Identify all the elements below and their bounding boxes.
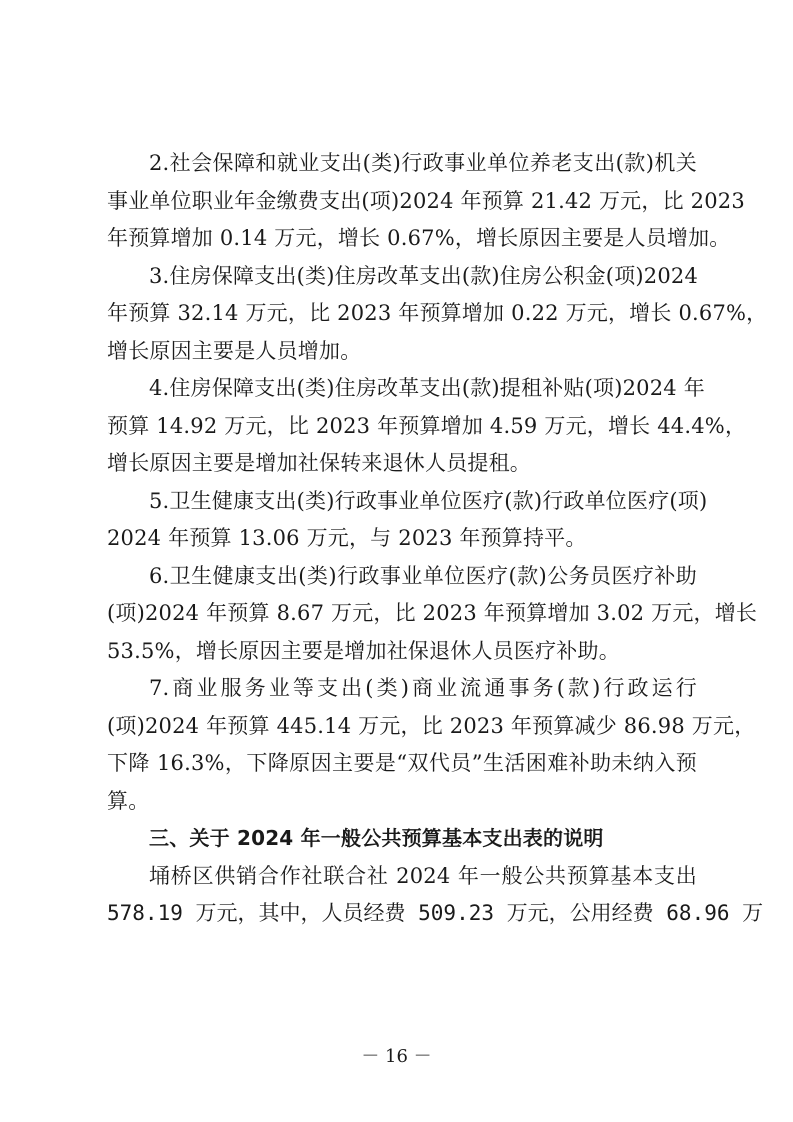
text-line: 2.社会保障和就业支出(类)行政事业单位养老支出(款)机关	[149, 151, 697, 175]
text-line: 事业单位职业年金缴费支出(项)2024 年预算 21.42 万元，比 2023	[107, 188, 745, 213]
text-line: 53.5%，增长原因主要是增加社保退休人员医疗补助。	[107, 638, 620, 663]
document-body	[107, 145, 768, 933]
text-line: 年预算 32.14 万元，比 2023 年预算增加 0.22 万元，增长 0.67%，	[107, 301, 768, 325]
text-line: 7.商业服务业等支出(类)商业流通事务(款)行政运行	[149, 676, 697, 700]
page-number: － 16 －	[361, 1046, 432, 1067]
text-line: 增长原因主要是增加社保转来退休人员提租。	[107, 451, 531, 475]
text-line: 4.住房保障支出(类)住房改革支出(款)提租补贴(项)2024 年	[149, 376, 705, 400]
paragraph-item-6	[107, 558, 758, 671]
paragraph-item-3	[107, 258, 768, 371]
text-line: 578.19 万元，其中，人员经费 509.23 万元，公用经费 68.96 万	[107, 901, 764, 925]
text-line: 埇桥区供销合作社联合社 2024 年一般公共预算基本支出	[149, 863, 697, 888]
text-line: 2024 年预算 13.06 万元，与 2023 年预算持平。	[107, 526, 587, 550]
text-line: 预算 14.92 万元，比 2023 年预算增加 4.59 万元，增长 44.4%，	[107, 413, 747, 438]
text-line: 下降 16.3%，下降原因主要是“双代员”生活困难补助未纳入预	[107, 751, 697, 775]
paragraph-item-5	[107, 483, 708, 558]
paragraph-item-2	[107, 145, 745, 258]
text-line: (项)2024 年预算 445.14 万元，比 2023 年预算减少 86.98 万元，	[107, 713, 756, 738]
text-line: 增长原因主要是人员增加。	[107, 338, 362, 363]
paragraph-item-4	[107, 370, 747, 483]
text-line: 算。	[107, 788, 150, 813]
section-heading-text: 三、关于 2024 年一般公共预算基本支出表的说明	[149, 826, 604, 850]
section-heading	[107, 820, 697, 858]
paragraph-section-3	[107, 858, 764, 933]
text-line: (项)2024 年预算 8.67 万元，比 2023 年预算增加 3.02 万元，增长	[107, 601, 758, 625]
text-line: 年预算增加 0.14 万元，增长 0.67%，增长原因主要是人员增加。	[107, 226, 731, 250]
paragraph-item-7	[107, 670, 756, 820]
text-line: 5.卫生健康支出(类)行政事业单位医疗(款)行政单位医疗(项)	[149, 488, 708, 513]
text-line: 3.住房保障支出(类)住房改革支出(款)住房公积金(项)2024	[149, 263, 699, 288]
text-line: 6.卫生健康支出(类)行政事业单位医疗(款)公务员医疗补助	[149, 563, 697, 588]
